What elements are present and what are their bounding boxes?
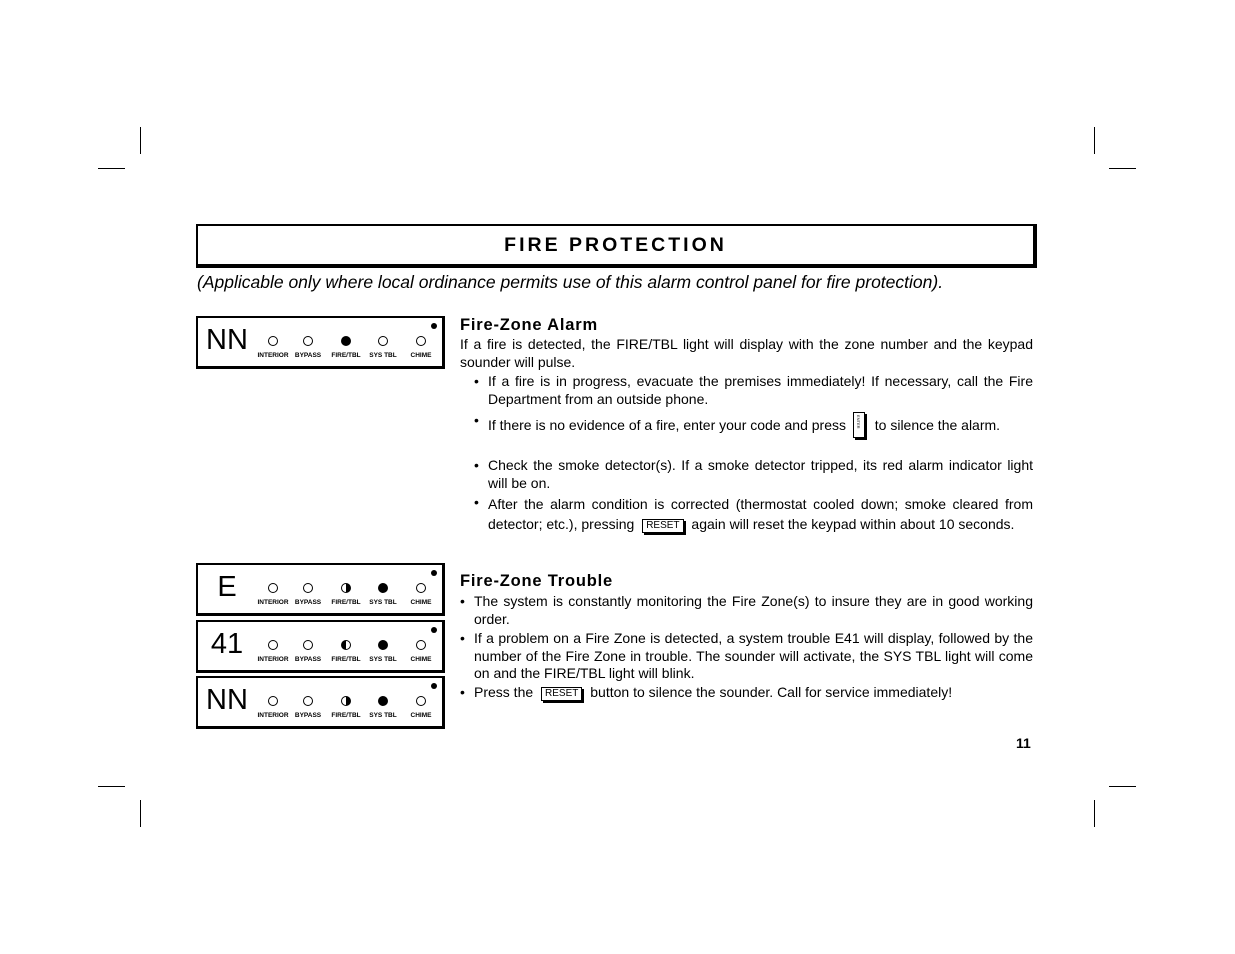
lamp-label: FIRE/TBL [331,599,361,606]
keypad-display [196,563,445,616]
lamp-label: FIRE/TBL [331,712,361,719]
lamp-label: SYS TBL [369,599,397,606]
status-lamp [303,583,313,593]
enter-key-icon [853,412,865,438]
alarm-intro-text: If a fire is detected, the FIRE/TBL light will display with the zone number and the keypad sounder will pulse. [460,336,1033,370]
lamp-label: CHIME [410,599,432,606]
lamp-label: BYPASS [294,599,322,606]
lamp-label: CHIME [410,712,432,719]
ready-dot [431,683,437,689]
lamp-label: INTERIOR [257,656,289,663]
trouble-bullet-2: If a problem on a Fire Zone is detected, a system trouble E41 will display, followed by the number of the Fire Zone in trouble. The sounder will activate, the SYS TBL light will come on and the FIRE/TBL light will blink. [474,630,1033,681]
page-title: FIRE PROTECTION [504,234,727,256]
ready-dot [431,627,437,633]
alarm-bullet-4 [488,494,1033,534]
bullet-icon: • [460,593,465,609]
alarm-bullet-3: Check the smoke detector(s). If a smoke detector tripped, its red alarm indicator light will be on. [488,457,1033,491]
trouble-bullet-3-text: Press the [474,684,534,700]
status-lamp [303,640,313,650]
lamp-label: INTERIOR [257,599,289,606]
crop-mark [1109,168,1136,169]
lamp-label: FIRE/TBL [331,352,361,359]
status-lamp [303,336,313,346]
lamp-label: CHIME [410,352,432,359]
bullet-icon: • [460,630,465,646]
status-lamp [341,640,351,650]
status-lamp [341,696,351,706]
crop-mark [140,800,141,827]
lamp-label: SYS TBL [369,352,397,359]
lamp-label: INTERIOR [257,352,289,359]
status-lamp [341,336,351,346]
status-lamp [416,640,426,650]
alarm-intro [460,336,1033,371]
lamp-label: BYPASS [294,712,322,719]
crop-mark [1094,127,1095,154]
crop-mark [1094,800,1095,827]
status-lamp [303,696,313,706]
reset-key-icon: RESET [642,519,683,533]
status-lamp [268,336,278,346]
alarm-bullet-2-text: If there is no evidence of a fire, enter your code and press [488,417,846,433]
status-lamp [341,583,351,593]
reset-key-icon: RESET [541,687,582,701]
keypad-display [196,316,445,369]
lamp-label: BYPASS [294,656,322,663]
ready-dot [431,570,437,576]
alarm-bullet-4-text: After the alarm condition is corrected (thermostat cooled down; smoke cleared from detector; etc.), pressing [488,496,1033,532]
lamp-label: SYS TBL [369,656,397,663]
crop-mark [1109,786,1136,787]
bullet-icon: • [474,412,479,428]
bullet-icon: • [474,373,479,389]
trouble-heading: Fire-Zone Trouble [460,572,613,590]
status-lamp [416,583,426,593]
display-value: NN [206,324,248,356]
display-value: 41 [210,628,244,660]
lamp-label: FIRE/TBL [331,656,361,663]
alarm-bullet-2-text-end: to silence the alarm. [874,417,1001,433]
enter-key-label: ENTER [855,415,861,429]
status-lamp [416,336,426,346]
alarm-heading: Fire-Zone Alarm [460,316,598,334]
title-box [196,224,1037,268]
trouble-bullet-3-text-end: button to silence the sounder. Call for service immediately! [590,684,953,700]
bullet-icon: • [474,494,479,510]
lamp-label: INTERIOR [257,712,289,719]
trouble-bullet-1: The system is constantly monitoring the Fire Zone(s) to insure they are in good working order. [474,593,1033,627]
crop-mark [98,786,125,787]
display-value: NN [206,684,248,716]
status-lamp [378,696,388,706]
ready-dot [431,323,437,329]
crop-mark [98,168,125,169]
page-number: 11 [1016,735,1031,751]
status-lamp [416,696,426,706]
bullet-icon: • [474,457,479,473]
status-lamp [378,336,388,346]
trouble-bullet-3 [474,684,1033,702]
keypad-display [196,676,445,729]
status-lamp [378,583,388,593]
alarm-bullet-2 [488,412,1033,438]
lamp-label: CHIME [410,656,432,663]
status-lamp [268,583,278,593]
status-lamp [378,640,388,650]
page-subtitle: (Applicable only where local ordinance permits use of this alarm control panel for fire protection). [197,272,944,292]
keypad-display [196,620,445,673]
lamp-label: BYPASS [294,352,322,359]
alarm-bullet-1: If a fire is in progress, evacuate the premises immediately! If necessary, call the Fire Department from an outside phone. [488,373,1033,407]
status-lamp [268,640,278,650]
alarm-bullet-4-text-end: again will reset the keypad within about 10 seconds. [691,516,1015,532]
status-lamp [268,696,278,706]
bullet-icon: • [460,684,465,700]
lamp-label: SYS TBL [369,712,397,719]
crop-mark [140,127,141,154]
display-value: E [217,571,237,603]
